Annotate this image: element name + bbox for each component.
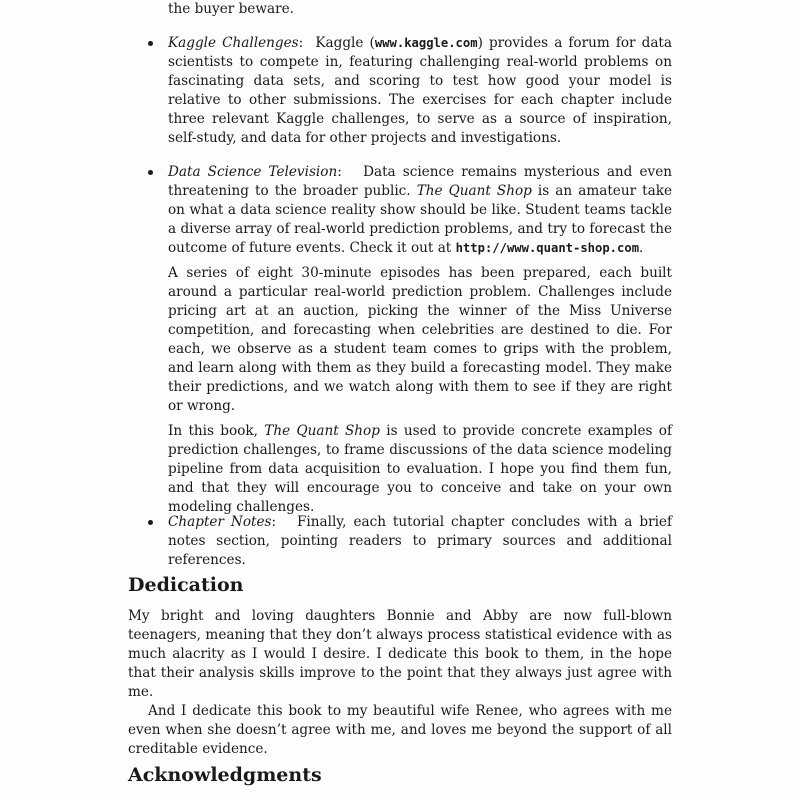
bullet-chapter-notes <box>168 513 672 570</box>
notes-title: Chapter Notes <box>168 514 272 530</box>
tv-paragraph-3: In this book, The Quant Shop is used to provide concrete examples of prediction challenges, to frame discussions of the data science modeling pipeline from data acquisition to evaluation. I hope you find them fun, and that they will encourage you to conceive and take on your own modeling challenges. <box>168 423 673 515</box>
bullet-data-science-tv <box>168 163 672 517</box>
tv-paragraph-2: A series of eight 30-minute episodes has been prepared, each built around a particular real-world prediction problem. Challenges include pricing art at an auction, picking the winner of the Miss Universe competition, and forecasting when celebrities are destined to die. For each, we observe as a student team comes to grips with the problem, and learn along with them as they build a forecasting model. They make their predictions, and we watch along with them to see if they are right or wrong. <box>168 265 672 414</box>
dedication-body <box>128 607 672 759</box>
quant-shop-url[interactable]: http://www.quant-shop.com <box>455 241 640 255</box>
tv-title: Data Science Television <box>168 164 338 180</box>
dedication-paragraph-2: And I dedicate this book to my beautiful wife Renee, who agrees with me even when she doesn’t agree with me, and loves me beyond the support of all creditable evidence. <box>128 703 672 757</box>
bullet-dot <box>148 170 153 175</box>
bullet-kaggle <box>168 34 672 148</box>
tv-paragraph-1: Data Science Television: Data science remains mysterious and even threatening to the broader public. The Quant Shop is an amateur take on what a data science reality show should be like. Student teams tackle a diverse array of real-world prediction problems, and try to forecast the outcome of future events. Check it out at http://www.quant-shop.com. <box>168 164 673 256</box>
kaggle-text: Kaggle Challenges: Kaggle (www.kaggle.com) provides a forum for data scientists to compete in, featuring challenging real-world problems on fascinating data sets, and scoring to test how good your model is relative to other submissions. The exercises for each chapter include three relevant Kaggle challenges, to serve as a source of inspiration, self-study, and data for other projects and investigations. <box>168 35 672 146</box>
notes-text: Chapter Notes: Finally, each tutorial chapter concludes with a brief notes section, pointing readers to primary sources and additional references. <box>168 514 672 568</box>
kaggle-title: Kaggle Challenges <box>168 35 299 51</box>
bullet-dot <box>148 520 153 525</box>
dedication-paragraph-1: My bright and loving daughters Bonnie and Abby are now full-blown teenagers, meaning that they don’t always process statistical evidence with as much alacrity as I would I desire. I dedicate this book to them, in the hope that their analysis skills improve to the point that they always just agree with me. <box>128 608 672 700</box>
kaggle-url[interactable]: www.kaggle.com <box>374 36 478 50</box>
acknowledgments-heading: Acknowledgments <box>128 764 322 786</box>
top-fragment: the buyer beware. <box>168 1 294 17</box>
bullet-dot <box>148 41 153 46</box>
dedication-heading: Dedication <box>128 574 244 596</box>
